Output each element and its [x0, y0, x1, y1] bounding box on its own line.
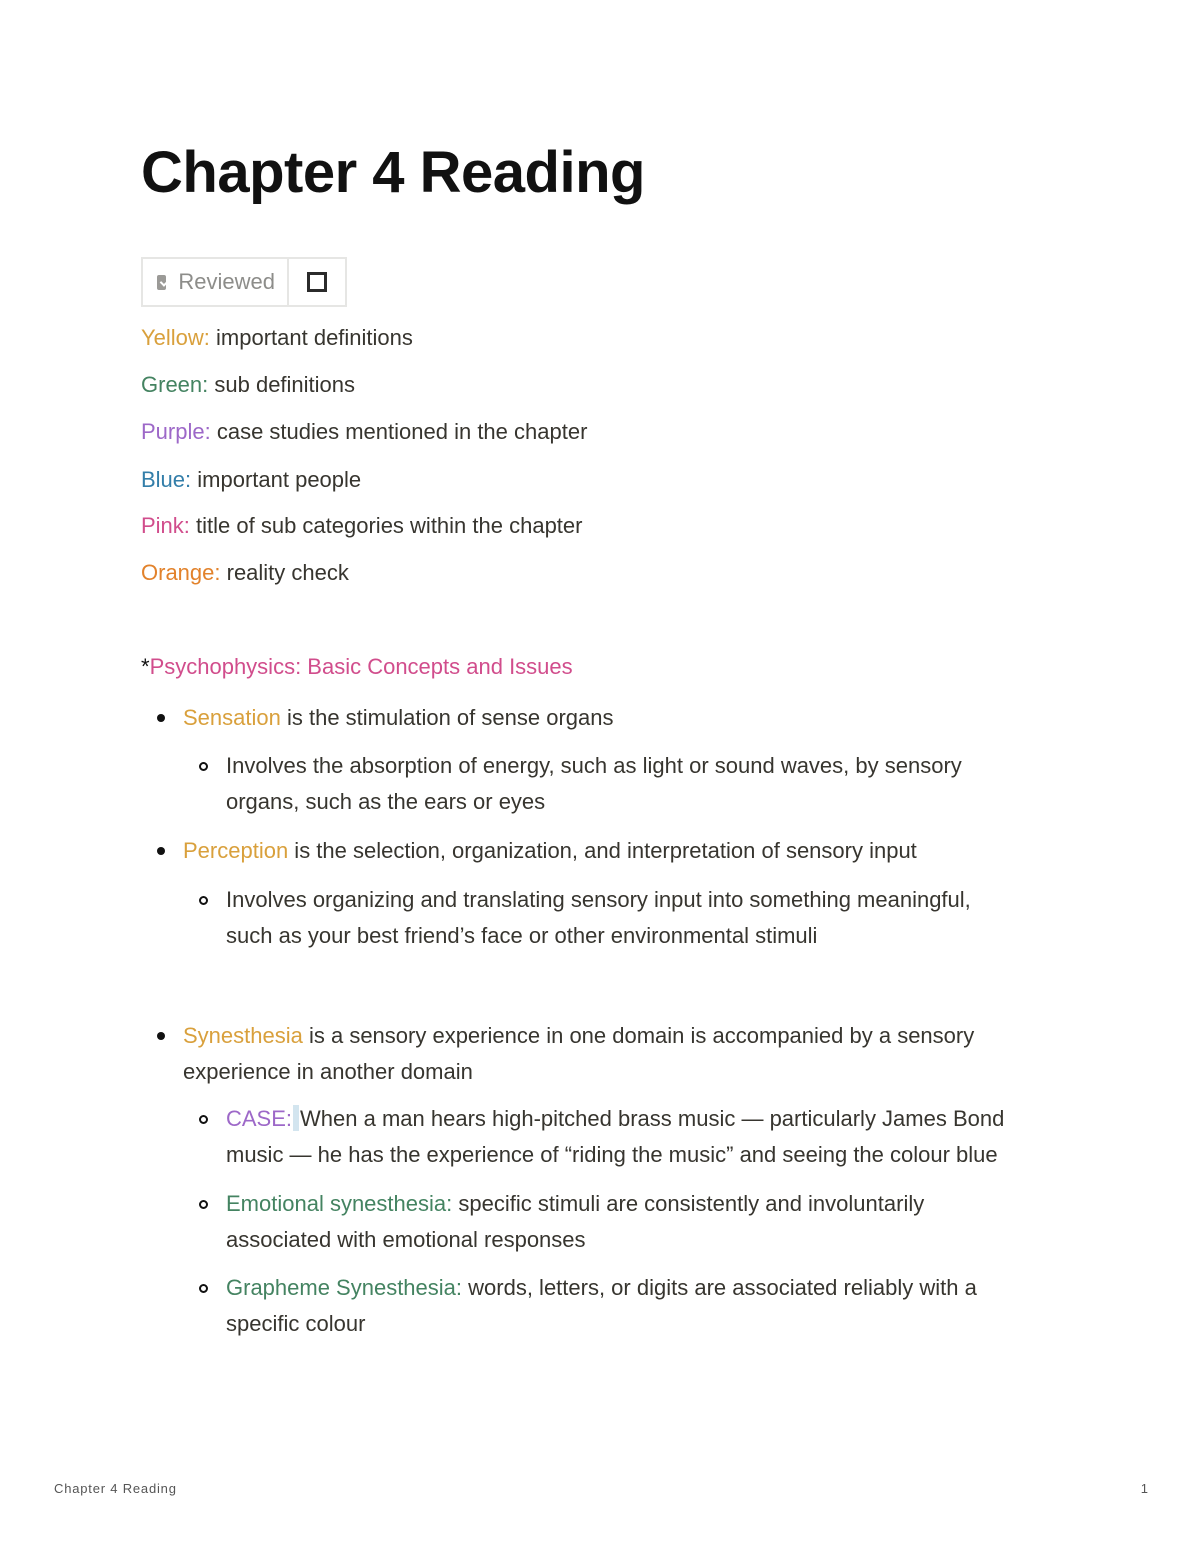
- legend-key: Yellow:: [141, 325, 210, 350]
- item-text-line1: Involves the absorption of energy, such as light or sound waves, by sensory: [226, 753, 962, 778]
- legend-text: sub definitions: [208, 372, 356, 397]
- list-item-emotional: [226, 1186, 1076, 1258]
- term: Perception: [183, 838, 289, 863]
- item-text-line2: associated with emotional responses: [226, 1227, 586, 1252]
- legend-key: Pink:: [141, 513, 190, 538]
- checkbox-property-icon: [157, 275, 166, 290]
- legend-text: important definitions: [209, 325, 413, 350]
- case-label: CASE:: [226, 1106, 293, 1131]
- item-text-line1: When a man hears high-pitched brass music — particularly James Bond: [300, 1106, 1005, 1131]
- list-item-sensation: [183, 700, 1073, 736]
- legend-key: Orange:: [141, 560, 221, 585]
- footer-title: Chapter 4 Reading: [54, 1481, 177, 1496]
- sub-bullet-icon: [199, 762, 208, 771]
- list-item-grapheme: [226, 1270, 1076, 1342]
- page-title: Chapter 4 Reading: [141, 140, 645, 205]
- item-text-line1: is a sensory experience in one domain is accompanied by a sensory: [302, 1023, 975, 1048]
- list-item-case: [226, 1101, 1076, 1173]
- item-text-line2: experience in another domain: [183, 1059, 473, 1084]
- item-text-line2: such as your best friend’s face or other environmental stimuli: [226, 923, 818, 948]
- sub-bullet-icon: [199, 1115, 208, 1124]
- term: Emotional synesthesia:: [226, 1191, 453, 1216]
- reviewed-checkbox[interactable]: [307, 272, 327, 292]
- page-number: 1: [1140, 1481, 1148, 1496]
- legend-key: Purple:: [141, 419, 211, 444]
- legend-text: title of sub categories within the chapter: [189, 513, 583, 538]
- text-cursor: [293, 1105, 299, 1131]
- item-text: is the selection, organization, and interpretation of sensory input: [288, 838, 917, 863]
- list-item-synesthesia: [183, 1018, 1073, 1090]
- legend-text: case studies mentioned in the chapter: [210, 419, 588, 444]
- heading-prefix: *: [141, 654, 150, 679]
- legend-yellow: [141, 323, 413, 353]
- sub-bullet-icon: [199, 1200, 208, 1209]
- heading-title: Psychophysics: Basic Concepts and Issues: [149, 654, 573, 679]
- item-text-line2: music — he has the experience of “riding the music” and seeing the colour blue: [226, 1142, 998, 1167]
- bullet-icon: [157, 847, 165, 855]
- legend-blue: [141, 465, 361, 495]
- item-text-line2: organs, such as the ears or eyes: [226, 789, 546, 814]
- item-text-line1: Involves organizing and translating sensory input into something meaningful,: [226, 887, 971, 912]
- legend-purple: [141, 417, 587, 447]
- legend-pink: [141, 511, 582, 541]
- list-item-sensation-sub: [226, 748, 1076, 820]
- term: Sensation: [183, 705, 281, 730]
- property-name-cell: [143, 259, 289, 305]
- legend-text: important people: [191, 467, 362, 492]
- bullet-icon: [157, 714, 165, 722]
- term: Synesthesia: [183, 1023, 303, 1048]
- item-text-line1: words, letters, or digits are associated reliably with a: [462, 1275, 977, 1300]
- item-text: is the stimulation of sense organs: [280, 705, 614, 730]
- term: Grapheme Synesthesia:: [226, 1275, 463, 1300]
- legend-green: [141, 370, 355, 400]
- item-text-line2: specific colour: [226, 1311, 366, 1336]
- list-item-perception: [183, 833, 1073, 869]
- legend-key: Green:: [141, 372, 209, 397]
- item-text-line1: specific stimuli are consistently and involuntarily: [452, 1191, 925, 1216]
- legend-text: reality check: [220, 560, 349, 585]
- bullet-icon: [157, 1032, 165, 1040]
- property-table: [141, 257, 347, 307]
- legend-orange: [141, 558, 349, 588]
- property-value-cell: [289, 259, 345, 305]
- legend-key: Blue:: [141, 467, 192, 492]
- sub-bullet-icon: [199, 1284, 208, 1293]
- property-name: Reviewed: [178, 269, 275, 294]
- list-item-perception-sub: [226, 882, 1076, 954]
- sub-bullet-icon: [199, 896, 208, 905]
- section-heading: [141, 652, 573, 682]
